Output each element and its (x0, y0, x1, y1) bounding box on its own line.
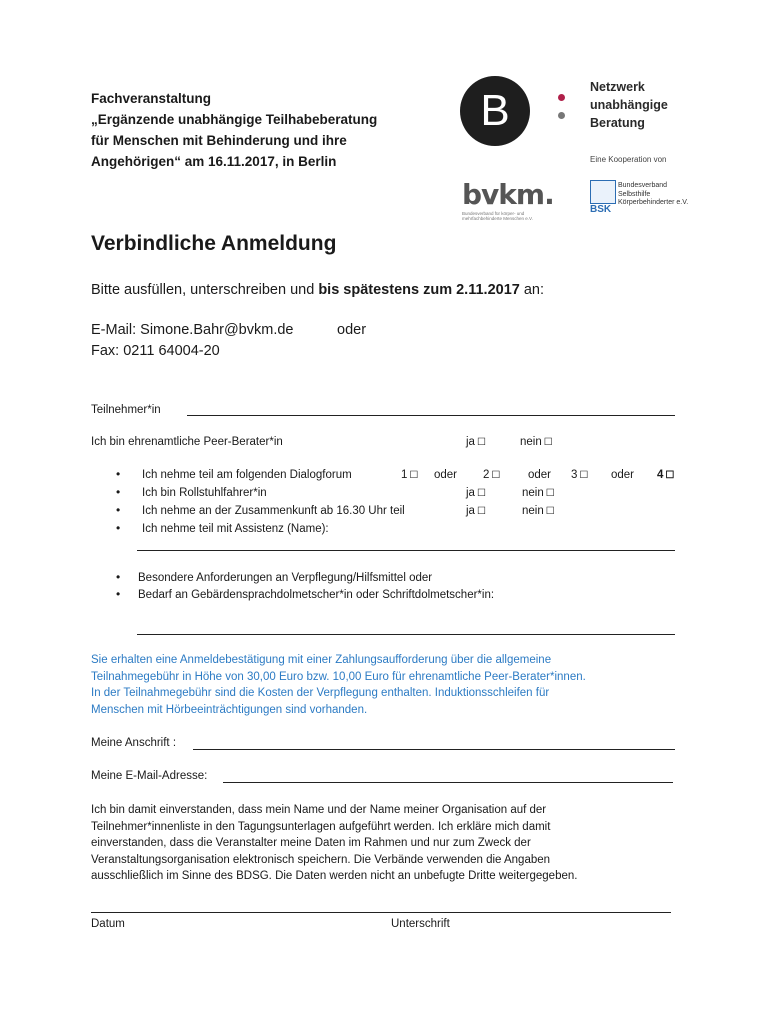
forum-option-1[interactable] (401, 469, 418, 481)
consent-text (91, 802, 651, 885)
info-line: Sie erhalten eine Anmeldebestätigung mit einer Zahlungsaufforderung über die allgemeine (91, 654, 552, 666)
meeting-yes-label: ja (466, 505, 475, 517)
peer-no[interactable] (520, 436, 553, 448)
bvkm-subtitle: Bundesverband für körper- und mehrfachbehinderte Menschen e.V. (462, 211, 533, 221)
forum-label: Ich nehme teil am folgenden Dialogforum (142, 469, 352, 481)
network-line: Netzwerk (590, 80, 645, 94)
forum-option-label: 4 (657, 469, 664, 481)
info-text (91, 652, 586, 718)
address-field[interactable] (193, 738, 675, 750)
event-title-line: „Ergänzende unabhängige Teilhabeberatung (91, 112, 378, 127)
peer-yes[interactable] (466, 436, 486, 448)
checkbox-icon: ☐ (579, 470, 589, 481)
network-name (590, 78, 668, 132)
checkbox-icon: ☐ (665, 470, 675, 481)
contact-fax: Fax: 0211 64004-20 (91, 343, 220, 359)
event-title-line: Angehörigen“ am 16.11.2017, in Berlin (91, 154, 337, 169)
assistance-label: Ich nehme teil mit Assistenz (Name): (142, 523, 329, 535)
checkbox-icon: ☐ (491, 470, 501, 481)
event-title-line: für Menschen mit Behinderung und ihre (91, 133, 347, 148)
logo-dot-red (558, 94, 565, 101)
info-line: In der Teilnahmegebühr sind die Kosten der Verpflegung enthalten. Induktionsschleifen für (91, 687, 550, 699)
meeting-yes[interactable] (466, 505, 486, 517)
checkbox-icon: ☐ (545, 506, 555, 517)
date-label: Datum (91, 918, 125, 930)
bullet-icon: • (116, 503, 121, 517)
event-title-line: Fachveranstaltung (91, 91, 212, 106)
bsk-name (618, 182, 688, 208)
instruction-post: an: (519, 282, 545, 298)
bsk-logo (590, 180, 616, 215)
network-logo: B (460, 76, 530, 146)
signature-label: Unterschrift (391, 918, 450, 930)
checkbox-icon: ☐ (543, 437, 553, 448)
forum-option-2[interactable] (483, 469, 500, 481)
checkbox-icon: ☐ (476, 437, 486, 448)
info-line: Menschen mit Hörbeeinträchtigungen sind vorhanden. (91, 703, 368, 716)
instruction-pre: Bitte ausfüllen, unterschreiben und (91, 282, 319, 298)
bsk-label: BSK (590, 204, 612, 215)
forum-option-label: 3 (571, 469, 578, 481)
bullet-icon: • (116, 570, 121, 584)
forum-option-3[interactable] (571, 469, 588, 481)
deadline: bis spätestens zum 2.11.2017 (318, 282, 520, 298)
bullet-icon: • (116, 521, 121, 535)
forum-option-4[interactable] (657, 469, 674, 481)
consent-line: Ich bin damit einverstanden, dass mein Name und der Name meiner Organisation auf der (91, 804, 547, 816)
assistance-field[interactable] (137, 540, 675, 551)
special-needs-label: Besondere Anforderungen an Verpflegung/Hilfsmittel oder (138, 572, 433, 584)
wheelchair-yes-label: ja (466, 487, 475, 499)
bvkm-logo (462, 178, 562, 221)
forum-option-label: 1 (401, 469, 408, 481)
consent-line: ausschließlich im Sinne des BDSG. Die Daten werden nicht an unbefugte Dritte weitergegeben. (91, 870, 578, 882)
checkbox-icon: ☐ (476, 488, 486, 499)
contact-or: oder (337, 322, 367, 338)
peer-label: Ich bin ehrenamtliche Peer-Berater*in (91, 436, 283, 448)
checkbox-icon: ☐ (545, 488, 555, 499)
wheelchair-label: Ich bin Rollstuhlfahrer*in (142, 487, 267, 499)
forum-or: oder (434, 469, 458, 481)
cooperation-label: Eine Kooperation von (590, 155, 667, 164)
email-field[interactable] (223, 771, 673, 783)
consent-line: einverstanden, dass die Veranstalter meine Daten im Rahmen und nur zum Zweck der (91, 837, 531, 849)
meeting-label: Ich nehme an der Zusammenkunft ab 16.30 Uhr teil (142, 505, 405, 517)
event-title (91, 88, 451, 172)
bullet-icon: • (116, 587, 121, 601)
bvkm-name: bvkm. (462, 178, 554, 211)
network-line: unabhängige (590, 98, 668, 112)
bullet-icon: • (116, 485, 121, 499)
bsk-line: Körperbehinderter e.V. (618, 199, 689, 206)
bsk-icon (590, 180, 616, 204)
consent-line: Veranstaltungsorganisation elektronisch speichern. Die Verbände verwenden die Angaben (91, 853, 551, 866)
bsk-line: Selbsthilfe (618, 190, 651, 198)
contact-email: E-Mail: Simone.Bahr@bvkm.de (91, 322, 294, 338)
interpreter-label: Bedarf an Gebärdensprachdolmetscher*in oder Schriftdolmetscher*in: (138, 589, 495, 601)
wheelchair-no[interactable] (522, 487, 555, 499)
forum-or: oder (611, 469, 635, 481)
wheelchair-no-label: nein (522, 487, 544, 499)
email-label: Meine E-Mail-Adresse: (91, 770, 208, 782)
address-label: Meine Anschrift : (91, 737, 177, 749)
logo-dot-grey (558, 112, 565, 119)
forum-or: oder (528, 469, 552, 481)
page-title: Verbindliche Anmeldung (91, 232, 337, 255)
consent-line: Teilnehmer*innenliste in den Tagungsunterlagen aufgeführt werden. Ich erkläre mich damit (91, 820, 551, 833)
peer-no-label: nein (520, 436, 542, 448)
participant-field[interactable] (187, 404, 675, 416)
peer-yes-label: ja (466, 436, 475, 448)
meeting-no[interactable] (522, 505, 555, 517)
bsk-line: Bundesverband (618, 182, 668, 189)
info-line: Teilnahmegebühr in Höhe von 30,00 Euro bzw. 10,00 Euro für ehrenamtliche Peer-Berater*innen. (91, 670, 586, 683)
bullet-icon: • (116, 467, 121, 481)
signature-line[interactable] (91, 902, 671, 913)
forum-option-label: 2 (483, 469, 490, 481)
wheelchair-yes[interactable] (466, 487, 486, 499)
network-line: Beratung (590, 116, 645, 130)
meeting-no-label: nein (522, 505, 544, 517)
checkbox-icon: ☐ (409, 470, 419, 481)
participant-label: Teilnehmer*in (91, 404, 161, 416)
instruction (91, 282, 544, 298)
checkbox-icon: ☐ (476, 506, 486, 517)
special-needs-field[interactable] (137, 624, 675, 635)
